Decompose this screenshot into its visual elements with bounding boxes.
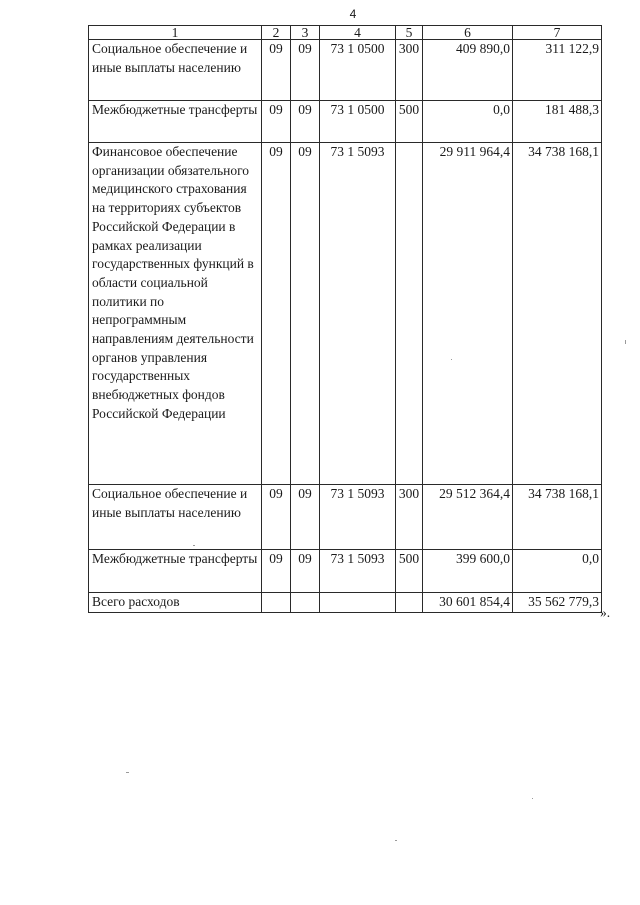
empty-cell <box>320 593 396 613</box>
target-article-code: 73 1 5093 <box>320 550 396 593</box>
column-header: 6 <box>423 26 513 40</box>
row-name: Межбюджетные трансферты <box>89 550 262 593</box>
column-header: 4 <box>320 26 396 40</box>
section-code: 09 <box>262 143 291 485</box>
empty-cell <box>291 593 320 613</box>
table-row <box>89 485 602 550</box>
scan-speck <box>193 545 195 546</box>
scan-speck <box>395 840 397 841</box>
empty-cell <box>396 593 423 613</box>
budget-table <box>88 25 602 613</box>
amount-col7: 34 738 168,1 <box>513 485 602 550</box>
table-row <box>89 101 602 143</box>
section-code: 09 <box>262 40 291 101</box>
scan-speck <box>532 798 533 799</box>
row-name: Финансовое обеспечение организации обязательного медицинского страхования на территориях субъектов Российской Федерации в рамках реализации государственных функций в области социальной политики по непрограммным направлениям деятельности органов управления государственных внебюджетных фондов Российской Федерации <box>89 143 262 485</box>
amount-col7: 0,0 <box>513 550 602 593</box>
table-row <box>89 40 602 101</box>
amount-col7: 34 738 168,1 <box>513 143 602 485</box>
target-article-code: 73 1 5093 <box>320 485 396 550</box>
page-number: 4 <box>349 7 357 21</box>
subsection-code: 09 <box>291 485 320 550</box>
expense-type-code <box>396 143 423 485</box>
total-row <box>89 593 602 613</box>
subsection-code: 09 <box>291 40 320 101</box>
amount-col7: 311 122,9 <box>513 40 602 101</box>
column-header: 2 <box>262 26 291 40</box>
total-label: Всего расходов <box>89 593 262 613</box>
scan-speck <box>126 772 129 773</box>
table-row <box>89 143 602 485</box>
expense-type-code: 300 <box>396 485 423 550</box>
total-col6: 30 601 854,4 <box>423 593 513 613</box>
row-name: Социальное обеспечение и иные выплаты населению <box>89 485 262 550</box>
section-code: 09 <box>262 485 291 550</box>
expense-type-code: 300 <box>396 40 423 101</box>
expense-type-code: 500 <box>396 101 423 143</box>
subsection-code: 09 <box>291 101 320 143</box>
target-article-code: 73 1 5093 <box>320 143 396 485</box>
amount-col6: 29 512 364,4 <box>423 485 513 550</box>
row-name: Межбюджетные трансферты <box>89 101 262 143</box>
column-header: 1 <box>89 26 262 40</box>
target-article-code: 73 1 0500 <box>320 40 396 101</box>
scan-speck <box>625 340 626 344</box>
expense-type-code: 500 <box>396 550 423 593</box>
column-header: 5 <box>396 26 423 40</box>
table-row <box>89 550 602 593</box>
row-name: Социальное обеспечение и иные выплаты населению <box>89 40 262 101</box>
section-code: 09 <box>262 550 291 593</box>
subsection-code: 09 <box>291 550 320 593</box>
table-header-row <box>89 26 602 40</box>
section-code: 09 <box>262 101 291 143</box>
amount-col6: 29 911 964,4 <box>423 143 513 485</box>
total-col7: 35 562 779,3 <box>513 593 602 613</box>
column-header: 3 <box>291 26 320 40</box>
amount-col7: 181 488,3 <box>513 101 602 143</box>
closing-quote-mark: ». <box>600 605 611 620</box>
scan-speck <box>451 359 452 360</box>
amount-col6: 0,0 <box>423 101 513 143</box>
empty-cell <box>262 593 291 613</box>
amount-col6: 409 890,0 <box>423 40 513 101</box>
column-header: 7 <box>513 26 602 40</box>
amount-col6: 399 600,0 <box>423 550 513 593</box>
target-article-code: 73 1 0500 <box>320 101 396 143</box>
subsection-code: 09 <box>291 143 320 485</box>
